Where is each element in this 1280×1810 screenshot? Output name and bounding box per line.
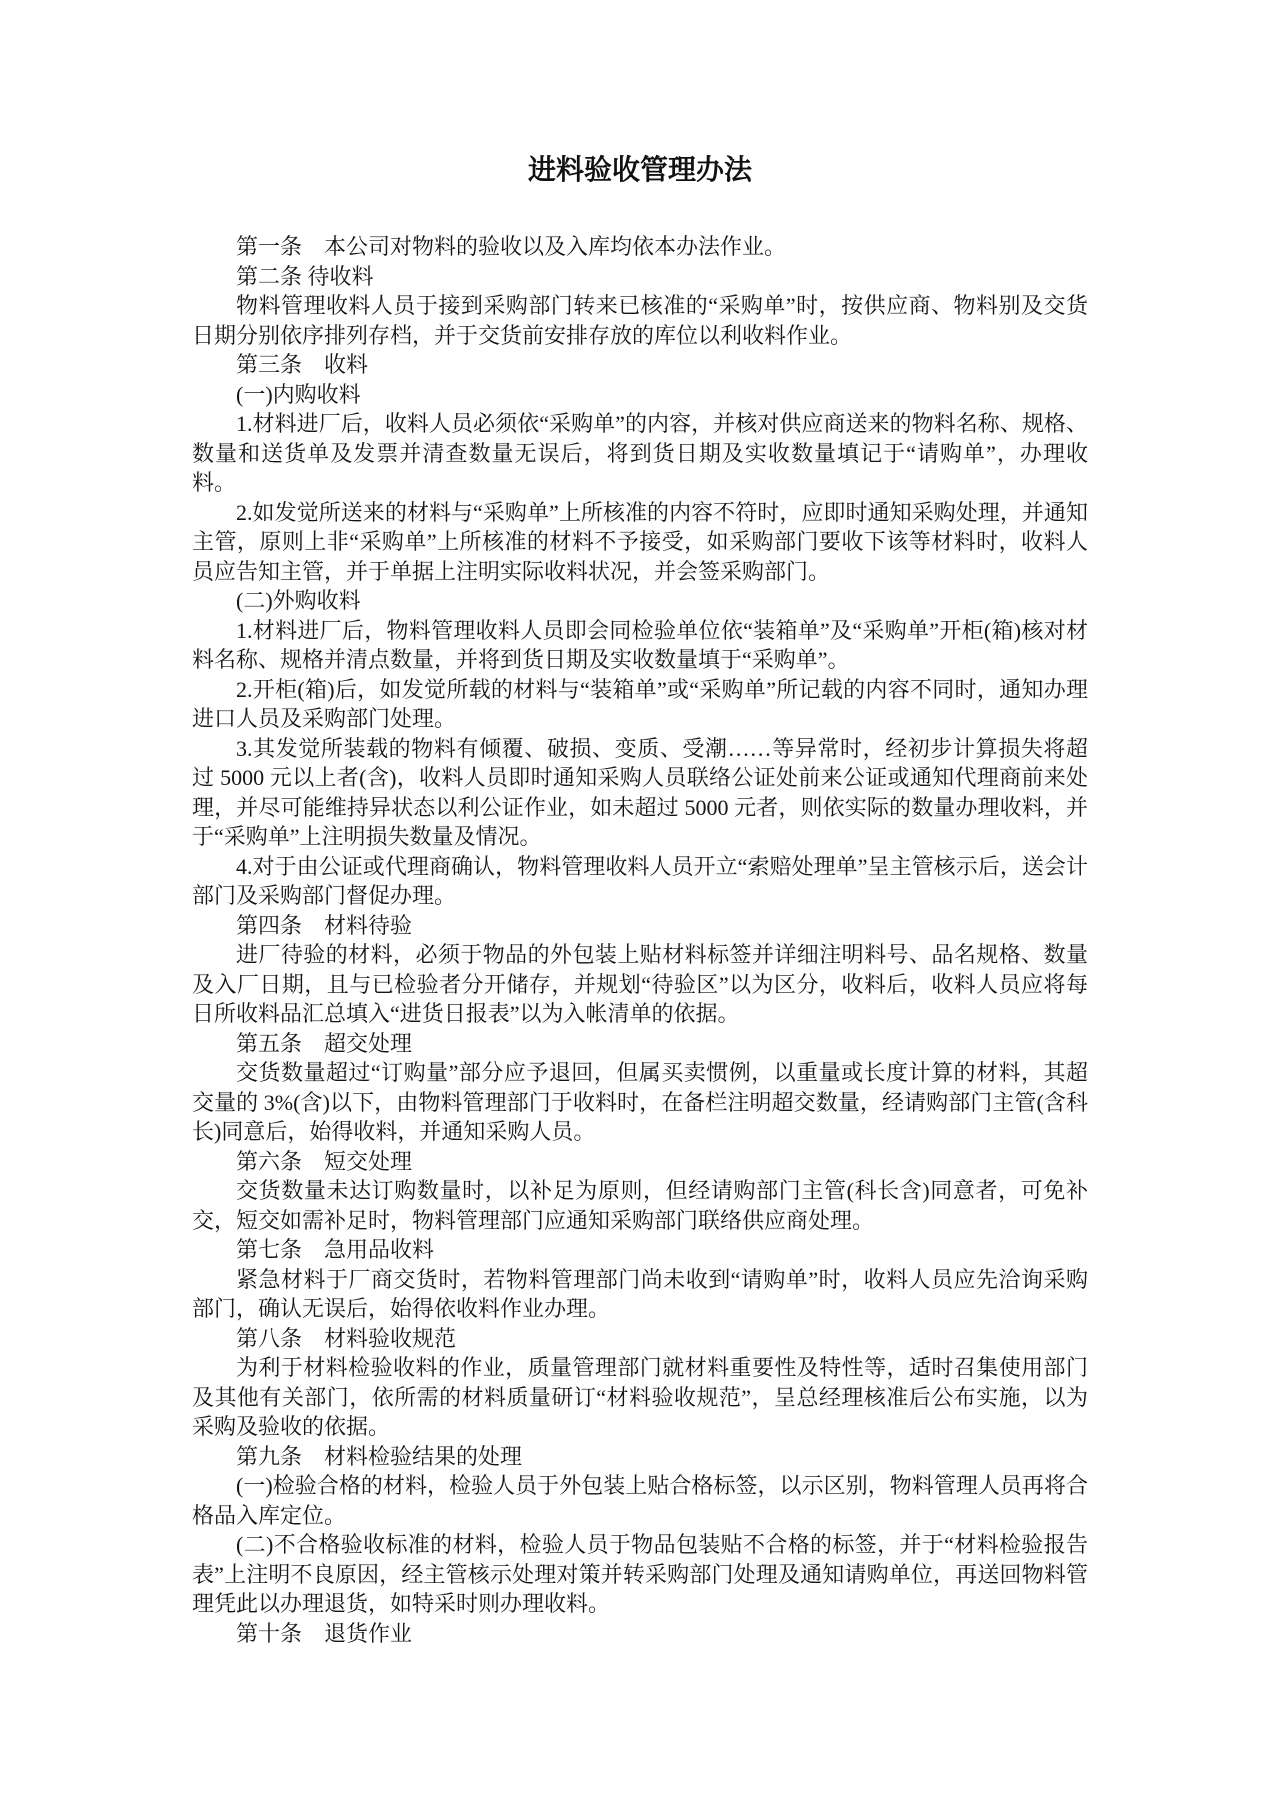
document-paragraph: 1.材料进厂后，收料人员必须依“采购单”的内容，并核对供应商送来的物料名称、规格、数量和送货单及发票并清查数量无误后，将到货日期及实收数量填记于“请购单”，办理收料。 bbox=[192, 411, 1088, 495]
document-paragraph: 第八条 材料验收规范 bbox=[236, 1325, 457, 1351]
document-paragraph: 第五条 超交处理 bbox=[236, 1030, 413, 1056]
document-paragraph: 物料管理收料人员于接到采购部门转来已核准的“采购单”时，按供应商、物料别及交货日期分别依序排列存档，并于交货前安排存放的库位以利收料作业。 bbox=[192, 293, 1088, 348]
document-paragraph: 第一条 本公司对物料的验收以及入库均依本办法作业。 bbox=[236, 234, 787, 259]
document-paragraph: (一)内购收料 bbox=[236, 381, 361, 407]
document-title: 进料验收管理办法 bbox=[527, 154, 752, 185]
document-paragraph: 2.如发觉所送来的材料与“采购单”上所核准的内容不符时，应即时通知采购处理，并通知主管，原则上非“采购单”上所核准的材料不予接受，如采购部门要收下该等材料时，收料人员应告知主管，并于单据上注明实际收料状况，并会签采购部门。 bbox=[192, 499, 1088, 584]
document-paragraph: 为利于材料检验收料的作业，质量管理部门就材料重要性及特性等，适时召集使用部门及其他有关部门，依所需的材料质量研订“材料验收规范”，呈总经理核准后公布实施，以为采购及验收的依据。 bbox=[192, 1355, 1088, 1439]
document-paragraph: 第四条 材料待验 bbox=[236, 912, 413, 938]
document-body bbox=[192, 232, 1088, 1648]
document-paragraph: 2.开柜(箱)后，如发觉所载的材料与“装箱单”或“采购单”所记载的内容不同时，通知办理进口人员及采购部门处理。 bbox=[192, 676, 1088, 731]
document-paragraph: 第二条 待收料 bbox=[236, 263, 374, 289]
document-paragraph: (二)不合格验收标准的材料，检验人员于物品包装贴不合格的标签，并于“材料检验报告表”上注明不良原因，经主管核示处理对策并转采购部门处理及通知请购单位，再送回物料管理凭此以办理退货，如特采时则办理收料。 bbox=[192, 1532, 1088, 1616]
document-paragraph: 紧急材料于厂商交货时，若物料管理部门尚未收到“请购单”时，收料人员应先洽询采购部门，确认无误后，始得依收料作业办理。 bbox=[192, 1266, 1088, 1321]
document-paragraph: 第六条 短交处理 bbox=[236, 1148, 413, 1174]
document-paragraph: 4.对于由公证或代理商确认，物料管理收料人员开立“索赔处理单”呈主管核示后，送会计部门及采购部门督促办理。 bbox=[192, 853, 1088, 908]
document-paragraph: 第七条 急用品收料 bbox=[236, 1237, 435, 1262]
document-paragraph: 交货数量未达订购数量时，以补足为原则，但经请购部门主管(科长含)同意者，可免补交，短交如需补足时，物料管理部门应通知采购部门联络供应商处理。 bbox=[192, 1178, 1088, 1233]
document-paragraph: (一)检验合格的材料，检验人员于外包装上贴合格标签，以示区别，物料管理人员再将合格品入库定位。 bbox=[192, 1473, 1088, 1528]
document-paragraph: 第三条 收料 bbox=[236, 352, 369, 377]
document-paragraph: 交货数量超过“订购量”部分应予退回，但属买卖惯例，以重量或长度计算的材料，其超交量的 3%(含)以下，由物料管理部门于收料时，在备栏注明超交数量，经请购部门主管(含科长)同意后，始得收料，并通知采购人员。 bbox=[192, 1060, 1088, 1144]
document-paragraph: (二)外购收料 bbox=[236, 588, 361, 613]
document-paragraph: 1.材料进厂后，物料管理收料人员即会同检验单位依“装箱单”及“采购单”开柜(箱)核对材料名称、规格并清点数量，并将到货日期及实收数量填于“采购单”。 bbox=[192, 617, 1088, 672]
document-paragraph: 第十条 退货作业 bbox=[236, 1620, 413, 1646]
document-content bbox=[192, 0, 1088, 1648]
document-paragraph: 3.其发觉所装载的物料有倾覆、破损、变质、受潮……等异常时，经初步计算损失将超过 5000 元以上者(含)，收料人员即时通知采购人员联络公证处前来公证或通知代理商前来处理，并尽可能维持异状态以利公证作业，如未超过 5000 元者，则依实际的数量办理收料，并于“采购单”上注明损失数量及情况。 bbox=[192, 735, 1088, 849]
document-paragraph: 进厂待验的材料，必须于物品的外包装上贴材料标签并详细注明料号、品名规格、数量及入厂日期，且与已检验者分开储存，并规划“待验区”以为区分，收料后，收料人员应将每日所收料品汇总填入“进货日报表”以为入帐清单的依据。 bbox=[192, 942, 1088, 1026]
document-paragraph: 第九条 材料检验结果的处理 bbox=[236, 1443, 523, 1469]
